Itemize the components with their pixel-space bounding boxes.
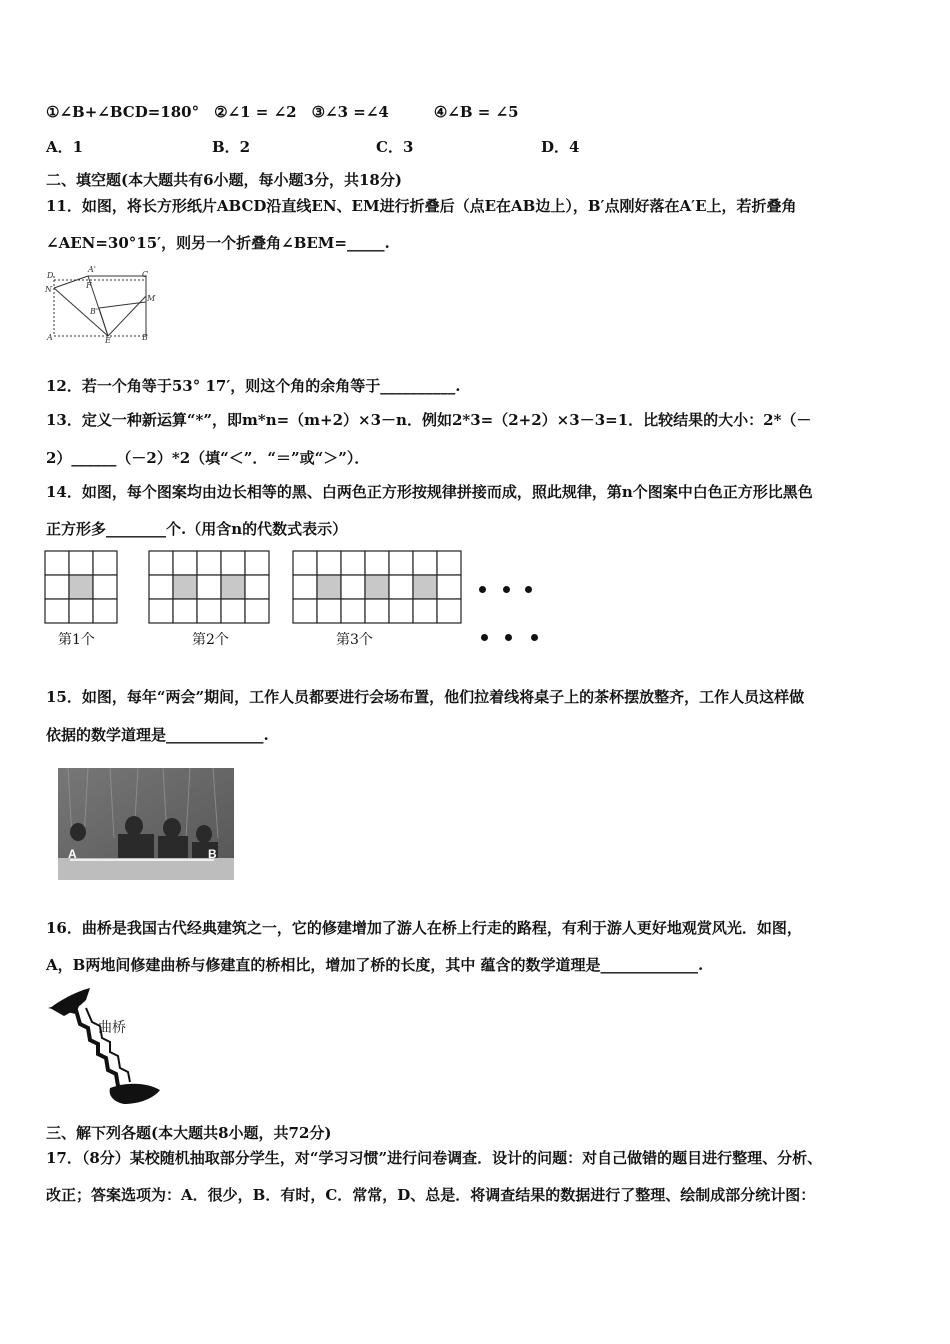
label-a: A bbox=[47, 333, 53, 342]
ellipsis-dot bbox=[503, 586, 510, 593]
section-3-heading: 三、解下列各题(本大题共8小题，共72分) bbox=[46, 1124, 332, 1142]
bridge-label: 曲桥 bbox=[98, 1020, 126, 1036]
q14-line1: 14．如图，每个图案均由边长相等的黑、白两色正方形按规律拼接而成，照此规律，第n个图案中白色正方形比黑色 bbox=[46, 483, 813, 501]
ellipsis-dot bbox=[479, 586, 486, 593]
q11-line2: ∠AEN=30°15′，则另一个折叠角∠BEM=_____. bbox=[46, 234, 390, 252]
caption-pattern-1: 第1个 bbox=[58, 632, 95, 648]
conditions-line: ①∠B+∠BCD=180° ②∠1 = ∠2 ③∠3 =∠4 ④∠B = ∠5 bbox=[46, 103, 519, 121]
q15-line1: 15．如图，每年“两会”期间，工作人员都要进行会场布置，他们拉着线将桌子上的茶杯摆放整齐，工作人员这样做 bbox=[46, 688, 805, 706]
photo-label-b: B bbox=[208, 847, 217, 861]
choice-d: D．4 bbox=[541, 138, 580, 156]
ellipsis-dot bbox=[481, 634, 488, 641]
section-2-heading: 二、填空题(本大题共有6小题，每小题3分，共18分) bbox=[46, 171, 402, 189]
label-m: M bbox=[147, 294, 156, 303]
label-f: F bbox=[86, 281, 92, 290]
ellipsis-dot bbox=[505, 634, 512, 641]
label-c: C bbox=[142, 270, 149, 279]
q13-line2: 2）______（－2）*2（填“＜”．“＝”或“＞”）． bbox=[46, 449, 370, 467]
label-e: E bbox=[105, 336, 111, 344]
label-n: N bbox=[45, 285, 52, 294]
label-d: D bbox=[47, 271, 54, 280]
label-a-prime: A' bbox=[88, 266, 96, 274]
ellipsis-dot bbox=[525, 586, 532, 593]
photo-label-a: A bbox=[68, 847, 77, 861]
label-b: B bbox=[142, 333, 148, 342]
q15-line2: 依据的数学道理是_____________. bbox=[46, 726, 269, 744]
ellipsis-dot bbox=[531, 634, 538, 641]
zigzag-bridge-figure bbox=[46, 986, 166, 1106]
pattern-1 bbox=[44, 550, 118, 624]
q16-line2: A，B两地间修建曲桥与修建直的桥相比，增加了桥的长度，其中 蕴含的数学道理是_____________. bbox=[46, 956, 704, 974]
pattern-2 bbox=[148, 550, 270, 624]
q11-fold-figure bbox=[44, 266, 162, 344]
caption-pattern-3: 第3个 bbox=[336, 632, 373, 648]
q16-line1: 16．曲桥是我国古代经典建筑之一，它的修建增加了游人在桥上行走的路程，有利于游人更好地观赏风光．如图， bbox=[46, 919, 802, 937]
q12-line: 12．若一个角等于53° 17′，则这个角的余角等于__________. bbox=[46, 377, 461, 395]
q11-line1: 11．如图，将长方形纸片ABCD沿直线EN、EM进行折叠后（点E在AB边上），B′点刚好落在A′E上，若折叠角 bbox=[46, 197, 797, 215]
label-b-prime: B' bbox=[90, 307, 99, 316]
q14-line2: 正方形多________个.（用含n的代数式表示） bbox=[46, 520, 348, 538]
choice-a: A．1 bbox=[46, 138, 84, 156]
caption-pattern-2: 第2个 bbox=[192, 632, 229, 648]
q17-line1: 17．（8分）某校随机抽取部分学生，对“学习习惯”进行问卷调查．设计的问题：对自己做错的题目进行整理、分析、 bbox=[46, 1149, 823, 1167]
pattern-3 bbox=[292, 550, 462, 624]
meeting-photo bbox=[58, 768, 234, 880]
q13-line1: 13．定义一种新运算“*”，即m*n=（m+2）×3－n．例如2*3=（2+2）×3－3=1．比较结果的大小：2*（－ bbox=[46, 411, 812, 429]
q17-line2: 改正；答案选项为：A．很少，B．有时，C．常常，D、总是．将调查结果的数据进行了整理、绘制成部分统计图： bbox=[46, 1186, 816, 1204]
choice-c: C．3 bbox=[376, 138, 414, 156]
choice-b: B．2 bbox=[212, 138, 251, 156]
